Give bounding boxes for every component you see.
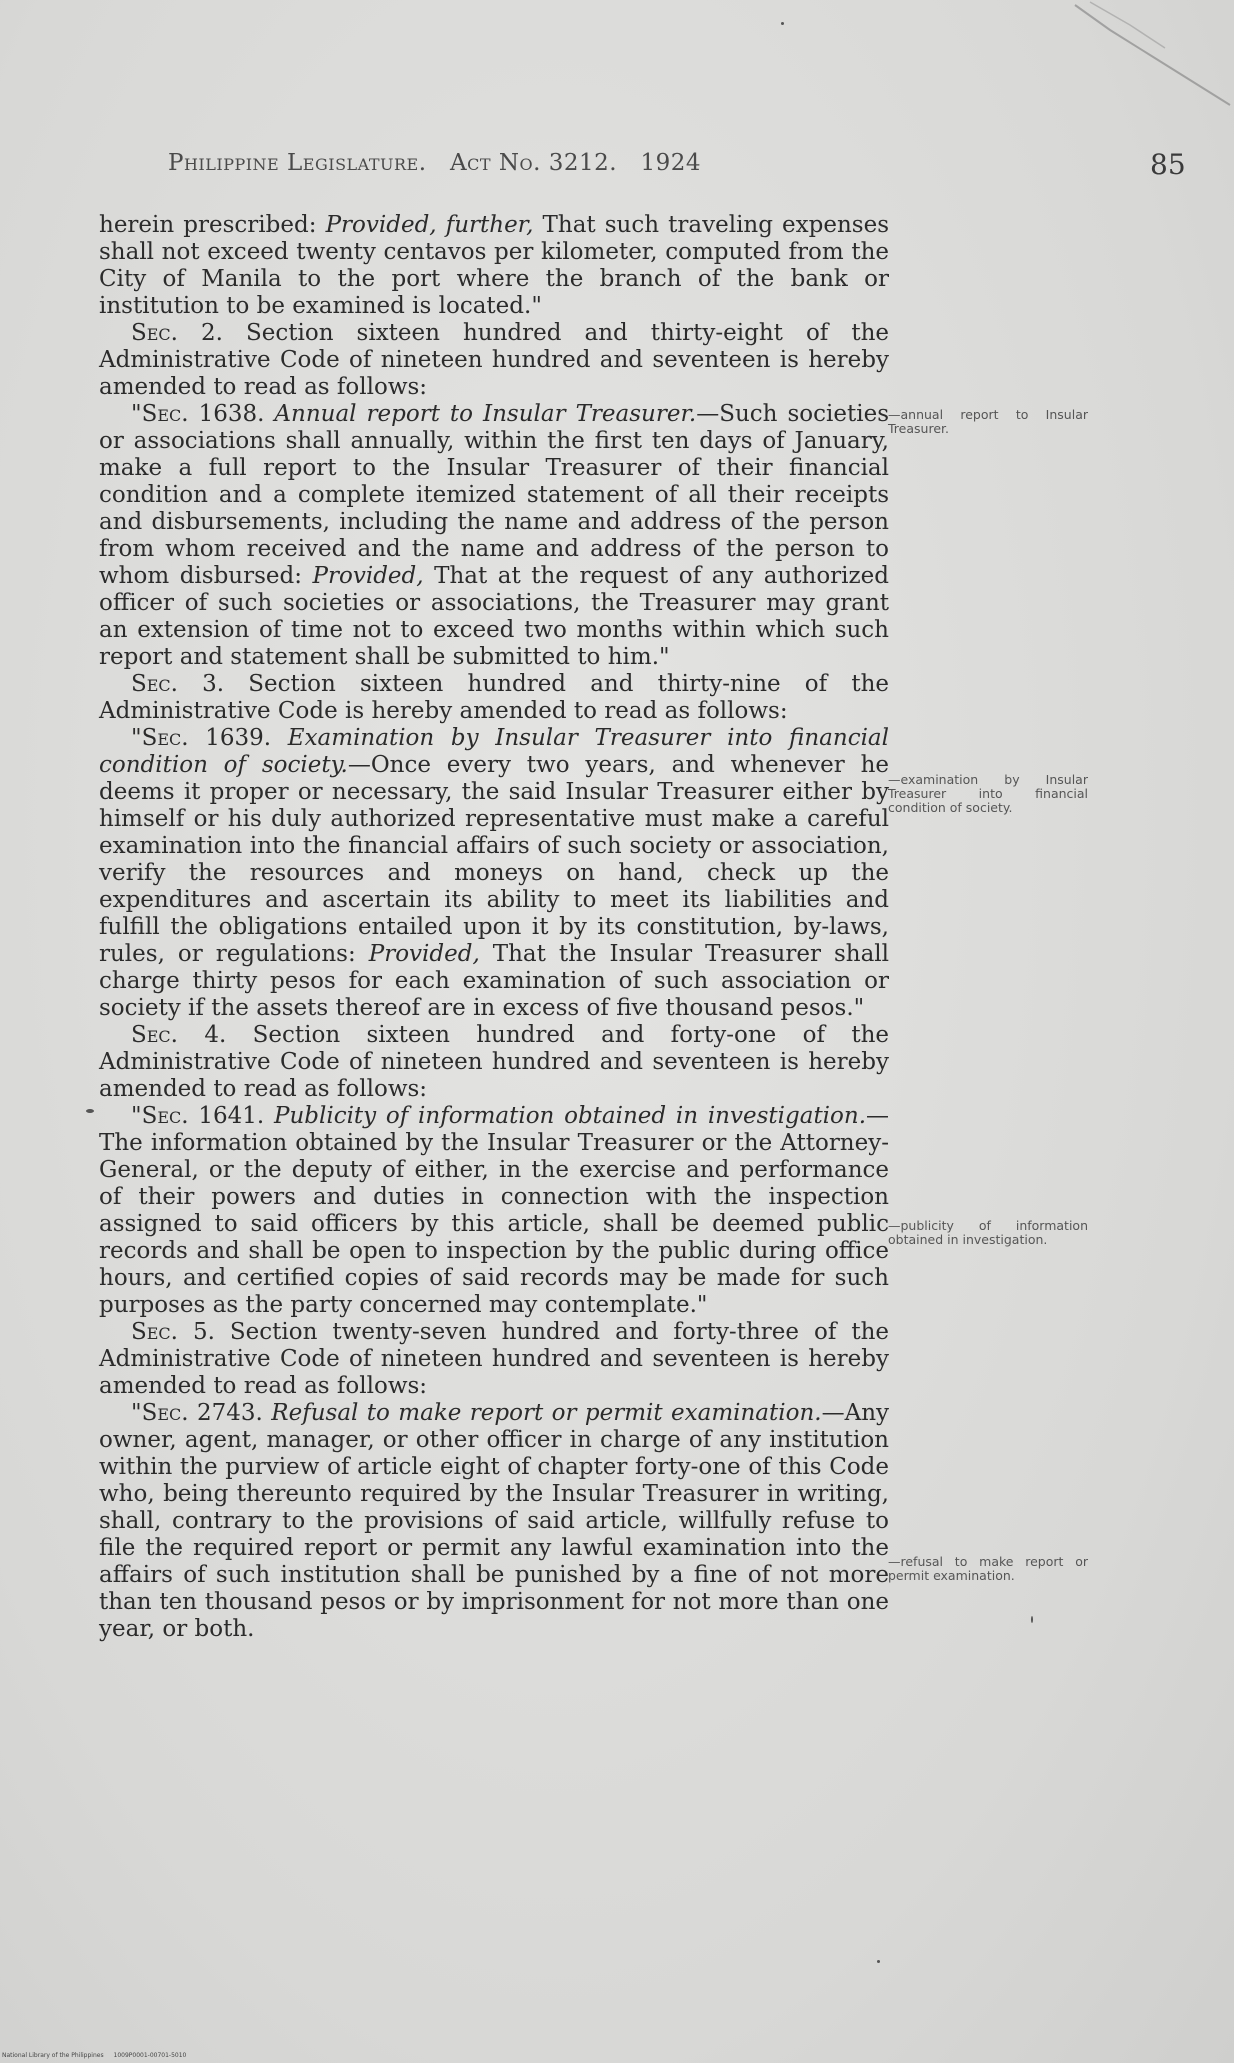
section-label: Sec. — [131, 320, 178, 346]
text-run: That at the request of any authorized officer of such societies or associations, the Treasurer may grant an extension of time not to exceed two months within which such report and statement shall be submitted to him." — [99, 563, 889, 670]
header-title: Philippine Legislature. — [168, 150, 427, 176]
text-run: —Any owner, agent, manager, or other officer in charge of any institution within the purview of article eight of chapter forty-one of this Code who, being thereunto required by the Insular Treasurer in writing, shall, contrary to the provisions of said article, willfully refuse to file the required report or permit any lawful examination into the affairs of such institution shall be punished by a fine of not more than ten thousand pesos or by imprisonment for not more than one year, or both. — [99, 1400, 889, 1642]
text-run: 1639. — [188, 725, 288, 751]
section-label: Sec. — [141, 1400, 189, 1426]
text-run: That the Insular Treasurer shall charge thirty pesos for each examination of such association or society if the assets thereof are in excess of five thousand pesos." — [99, 941, 890, 1021]
text-run: Provided, further, — [325, 212, 534, 238]
scan-footer — [2, 2052, 194, 2059]
section-label: Sec. — [131, 1319, 178, 1345]
quoted-section-2743 — [99, 1400, 889, 1643]
text-run: 4. Section sixteen hundred and forty-one of the Administrative Code of nineteen hundred and seventeen is hereby amended to read as follows: — [99, 1022, 889, 1102]
ink-speck — [781, 22, 784, 25]
ink-speck — [877, 1960, 880, 1963]
section-label: Sec. — [141, 1103, 189, 1129]
margin-note-annual-report: —annual report to Insular Treasurer. — [888, 407, 1088, 436]
margin-note-examination: —examination by Insular Treasurer into financial condition of society. — [888, 772, 1088, 815]
text-run: —Once every two years, and whenever he deems it proper or necessary, the said Insular Treasurer either by himself or his duly authorized representative must make a careful examination into the financial affairs of such society or association, verify the resources and moneys on hand, check up the expenditures and ascertain its ability to meet its liabilities and fulfill the obligations entailed upon it by its constitution, by-laws, rules, or regulations: — [99, 752, 889, 967]
quoted-section-1639 — [99, 725, 889, 1022]
quoted-section-1641 — [99, 1103, 889, 1319]
section-label: Sec. — [131, 1022, 178, 1048]
text-run: " — [131, 725, 142, 751]
ink-speck — [86, 1109, 94, 1113]
header-year: 1924 — [640, 150, 702, 176]
text-run: 1641. — [188, 1103, 274, 1129]
section-4 — [99, 1022, 889, 1103]
scratch-marks — [1070, 0, 1234, 110]
text-run: " — [131, 1103, 142, 1129]
header-act: Act No. 3212. — [450, 150, 618, 176]
text-run: Provided, — [312, 563, 424, 589]
section-heading: Publicity of information obtained in investigation. — [273, 1103, 867, 1129]
page-number: 85 — [1150, 148, 1186, 181]
text-run: herein prescribed: — [99, 212, 326, 238]
section-heading: Examination by Insular Treasurer into financial condition of society. — [99, 725, 889, 778]
text-run: Provided, — [368, 941, 480, 967]
section-5 — [99, 1319, 889, 1400]
footer-library: National Library of the Philippines — [2, 2052, 104, 2059]
margin-note-publicity: —publicity of information obtained in investigation. — [888, 1218, 1088, 1247]
ink-speck — [1031, 1616, 1033, 1623]
text-run: 2. Section sixteen hundred and thirty-eight of the Administrative Code of nineteen hundred and seventeen is hereby amended to read as follows: — [99, 320, 889, 400]
text-run: 2743. — [188, 1400, 272, 1426]
section-label: Sec. — [141, 401, 189, 427]
text-run: —Such societies or associations shall annually, within the first ten days of January, make a full report to the Insular Treasurer of their financial condition and a complete itemized statement of all their receipts and disbursements, including the name and address of the person from whom received and the name and address of the person to whom disbursed: — [99, 401, 889, 589]
section-label: Sec. — [141, 725, 189, 751]
text-run: That such traveling expenses shall not exceed twenty centavos per kilometer, computed from the City of Manila to the port where the branch of the bank or institution to be examined is located." — [99, 212, 889, 319]
text-run: " — [131, 401, 142, 427]
section-heading: Annual report to Insular Treasurer. — [274, 401, 697, 427]
section-heading: Refusal to make report or permit examination. — [271, 1400, 822, 1426]
text-run: 5. Section twenty-seven hundred and forty-three of the Administrative Code of nineteen hundred and seventeen is hereby amended to read as follows: — [99, 1319, 889, 1399]
footer-reference: 1009P0001-00701-5010 — [113, 2052, 187, 2059]
text-run: 3. Section sixteen hundred and thirty-nine of the Administrative Code is hereby amended to read as follows: — [99, 671, 889, 724]
quoted-section-1638 — [99, 401, 889, 671]
paragraph-continuation — [99, 212, 889, 320]
section-2 — [99, 320, 889, 401]
text-run: 1638. — [188, 401, 275, 427]
text-run: " — [131, 1400, 142, 1426]
body-text — [99, 212, 889, 1643]
section-3 — [99, 671, 889, 725]
margin-note-refusal: —refusal to make report or permit examination. — [888, 1554, 1088, 1583]
text-run: —The information obtained by the Insular Treasurer or the Attorney-General, or the deputy of either, in the exercise and performance of their powers and duties in connection with the inspection assigned to said officers by this article, shall be deemed public records and shall be open to inspection by the public during office hours, and certified copies of said records may be made for such purposes as the party concerned may contemplate." — [99, 1103, 890, 1318]
section-label: Sec. — [131, 671, 178, 697]
running-header — [168, 150, 808, 176]
